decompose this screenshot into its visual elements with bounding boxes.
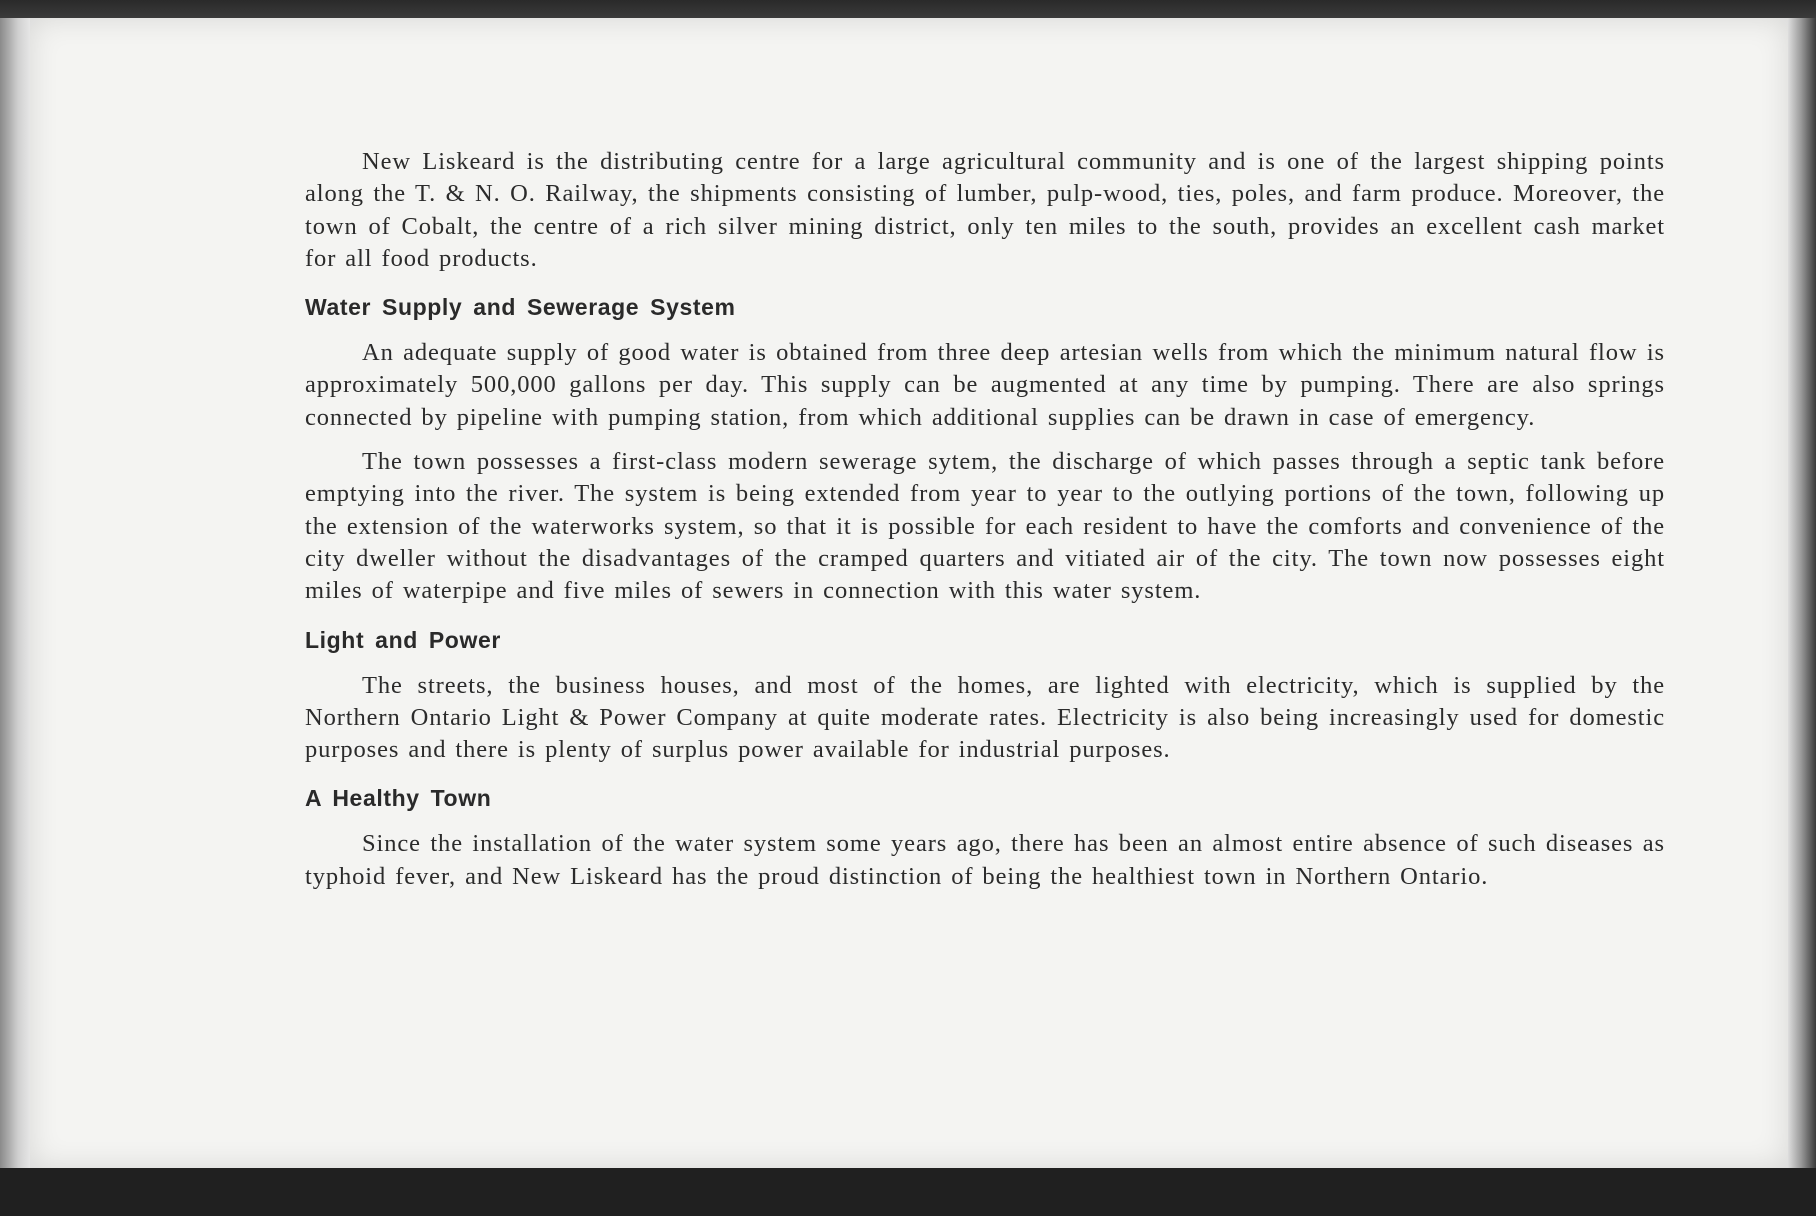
scan-border-left [0,18,30,1168]
water-supply-paragraph: An adequate supply of good water is obtained from three deep artesian wells from which the minimum natural flow is approximately 500,000 gallons per day. This supply can be augmented at any time by pumping. There are also springs connected by pipeline with pumping station, from which additional supplies can be drawn in case of emergency. [305,339,1665,431]
section-heading-healthy-town: A Healthy Town [305,785,492,812]
page-content [305,146,1665,905]
light-power-paragraph: The streets, the business houses, and most of the homes, are lighted with electricity, which is supplied by the Northern Ontario Light & Power Company at quite moderate rates. Electricity is also being increasingly used for domestic purposes and there is plenty of surplus power available for industrial purposes. [305,671,1665,764]
scan-border-right [1786,18,1816,1168]
intro-paragraph: New Liskeard is the distributing centre for a large agricultural community and is one of the largest shipping points along the T. & N. O. Railway, the shipments consisting of lumber, pulp-wood, ties, poles, and farm produce. Moreover, the town of Cobalt, the centre of a rich silver mining district, only ten miles to the south, provides an excellent cash market for all food products. [305,148,1665,272]
scan-border-bottom [0,1168,1816,1216]
section-heading-light-power: Light and Power [305,626,501,653]
scan-border-top [0,0,1816,18]
section-heading-water-supply: Water Supply and Sewerage System [305,294,736,321]
healthy-town-paragraph: Since the installation of the water system some years ago, there has been an almost entire absence of such diseases as typhoid fever, and New Liskeard has the proud distinction of being the healthiest town in Northern Ontario. [305,830,1665,890]
document-page [30,18,1788,1168]
sewerage-paragraph: The town possesses a first-class modern sewerage sytem, the discharge of which passes through a septic tank before emptying into the river. The system is being extended from year to year to the outlying portions of the town, following up the extension of the waterworks system, so that it is possible for each resident to have the comforts and convenience of the city dweller without the disadvantages of the cramped quarters and vitiated air of the city. The town now possesses eight miles of waterpipe and five miles of sewers in connection with this water system. [305,448,1665,605]
